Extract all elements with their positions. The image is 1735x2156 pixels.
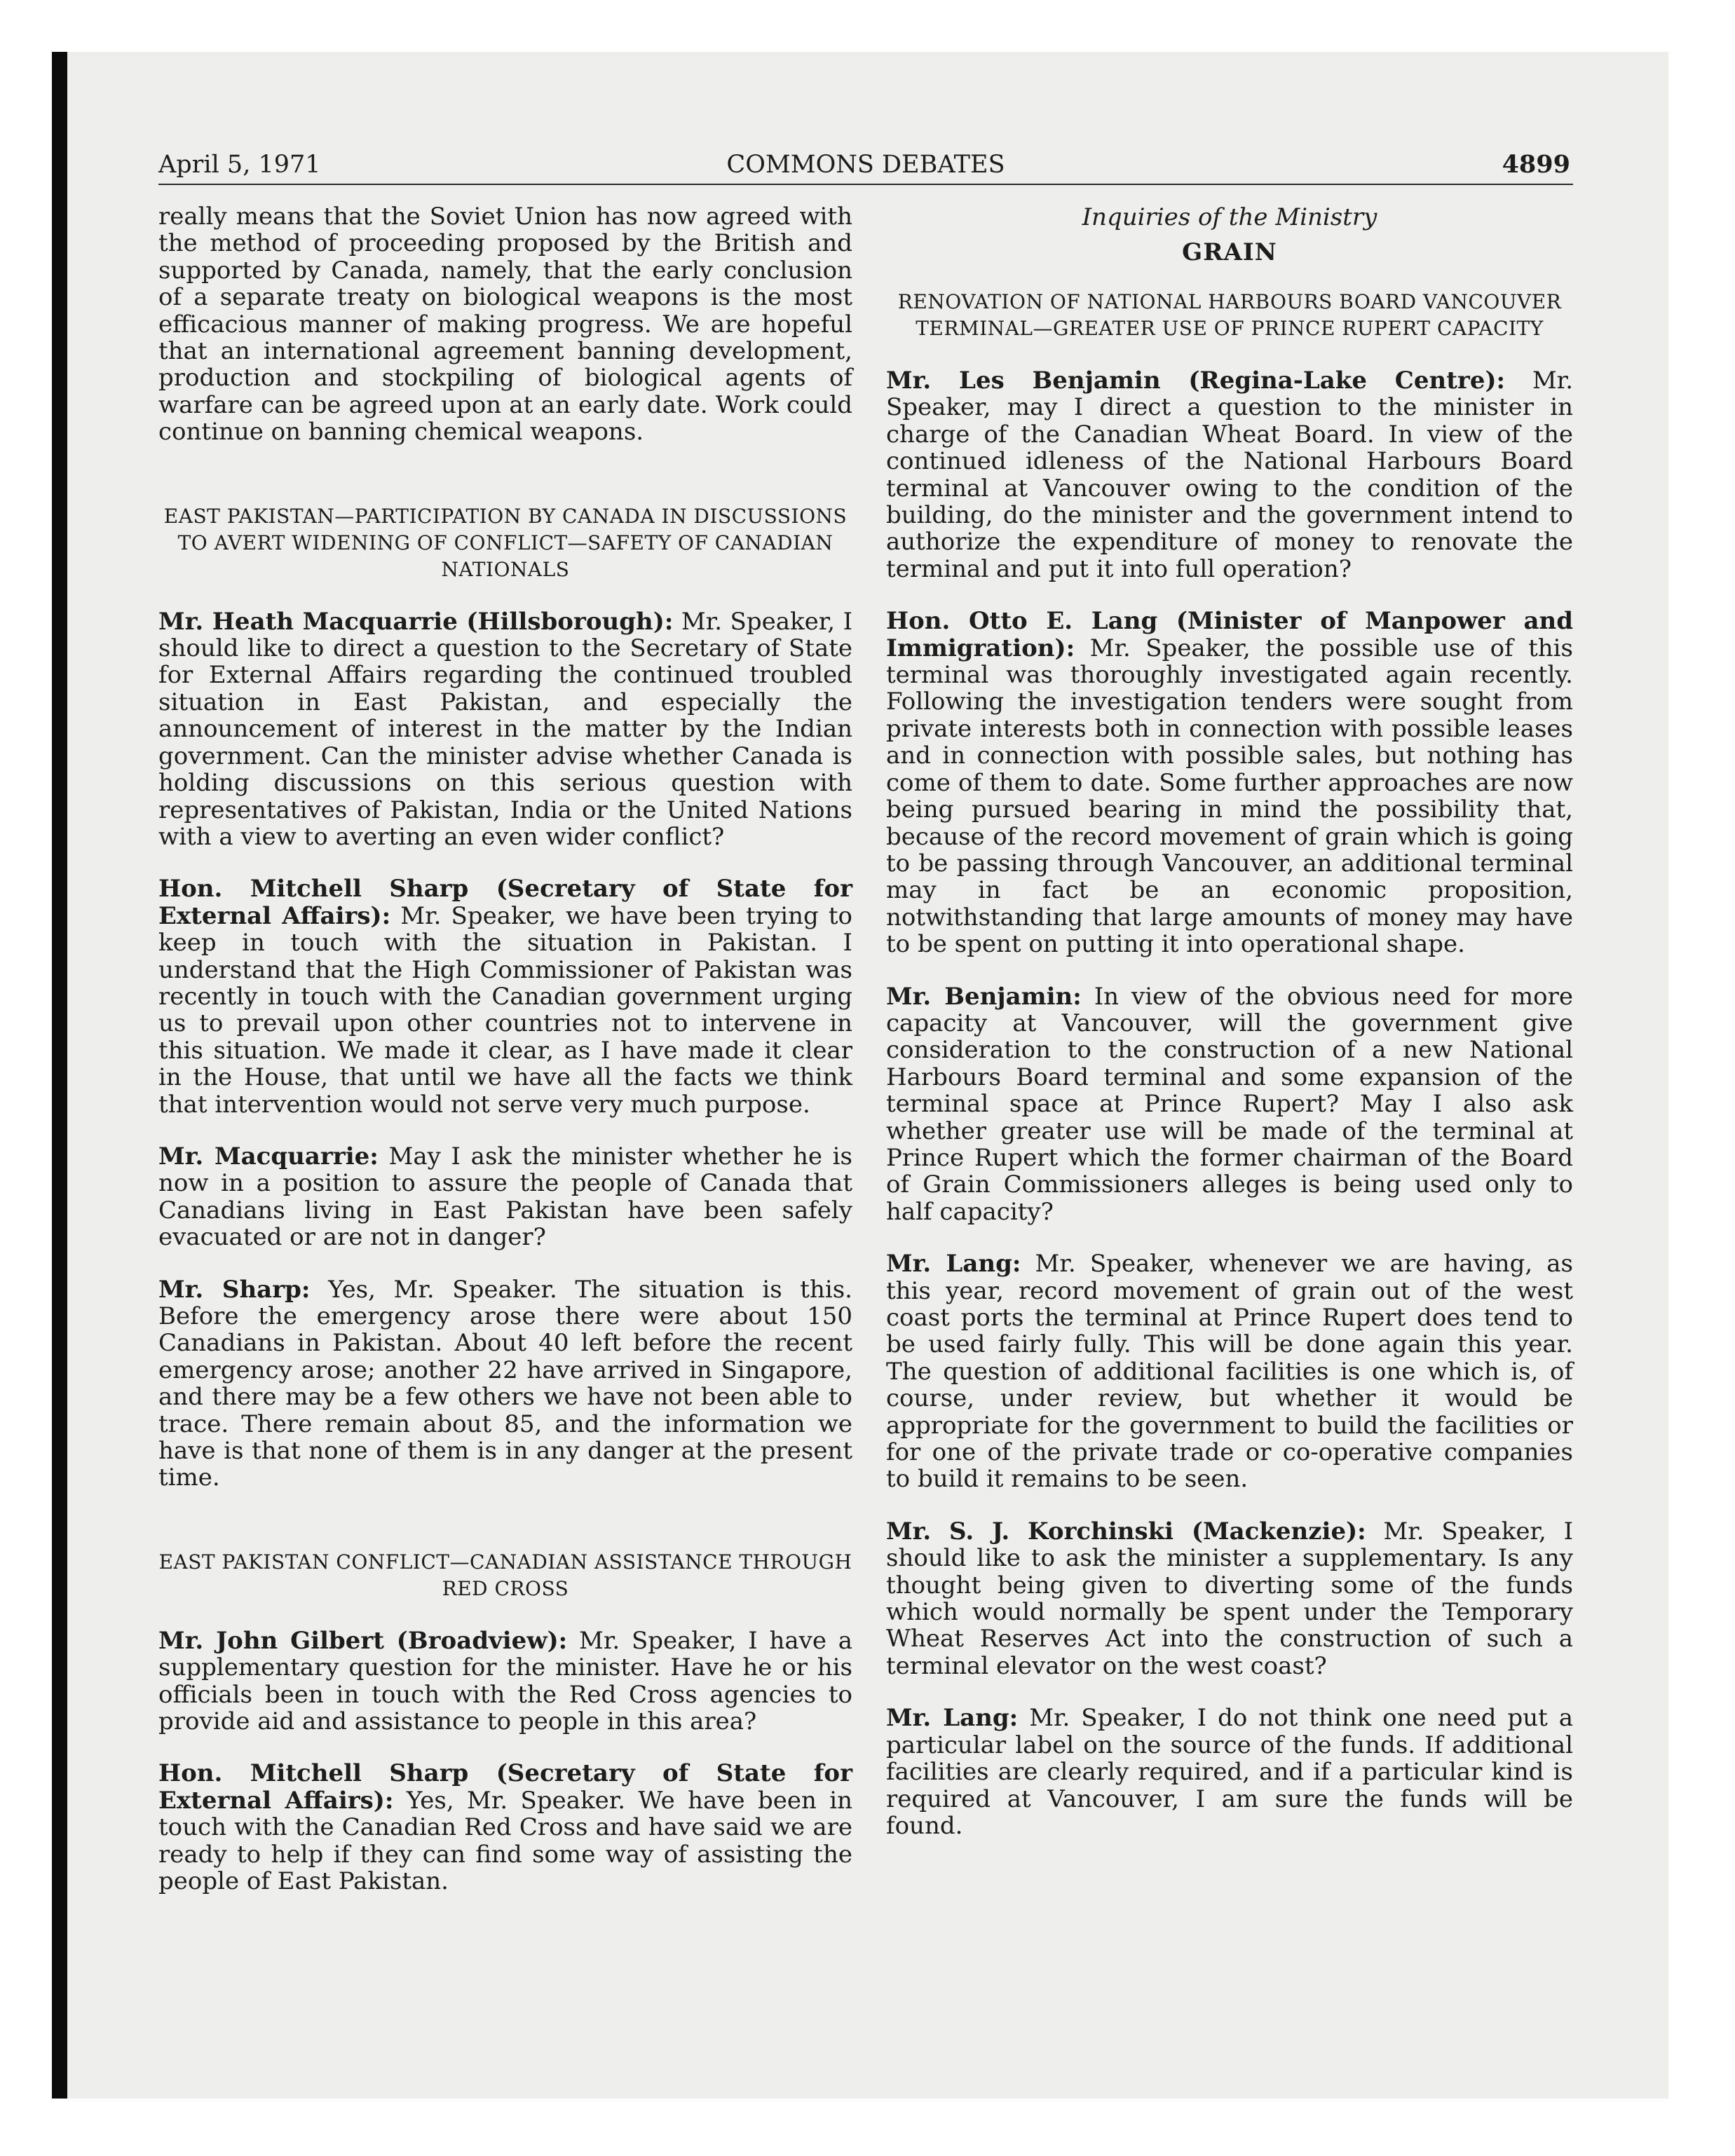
speaker: Mr. S. J. Korchinski (Mackenzie): (886, 1517, 1366, 1546)
speaker: Mr. Heath Macquarrie (Hillsborough): (158, 607, 674, 636)
speaker: Hon. Otto E. Lang (Minister of Manpower and Immigration): (886, 607, 1573, 662)
section-heading: RENOVATION OF NATIONAL HARBOURS BOARD VANCOUVER TERMINAL—GREATER USE OF PRINCE RUPERT CAPACITY (897, 290, 1562, 340)
speaker: Mr. Lang: (886, 1704, 1019, 1733)
speech-text: Mr. Speaker, I should like to direct a question to the Secretary of State for External Affairs regarding the continued troubled situation in East Pakistan, and especially the announcement of interest in the matter by the Indian government. Can the minister advise whether Canada is holding discussions on this serious question with representatives of Pakistan, India or the United Nations with a view to averting an even wider conflict? (158, 607, 853, 851)
speech-text: Mr. Speaker, I have a supplementary question for the minister. Have he or his officials been in touch with the Red Cross agencies to provide aid and assistance to people in this area? (158, 1626, 852, 1736)
speech (886, 608, 1573, 957)
publication-title: COMMONS DEBATES (726, 151, 1005, 179)
speech (886, 1705, 1573, 1839)
speech-text: Mr. Speaker, whenever we are having, as this year, record movement of grain out of the west coast ports the terminal at Prince Rupert does tend to be used fairly fully. This will be done again this year. The question of additional facilities is one which is, of course, under review, but whether it would be appropriate for the government to build the facilities or for one of the private trade or co-operative companies to build it remains to be seen. (886, 1250, 1573, 1494)
page-number: 4899 (1502, 150, 1570, 179)
speech-text: Yes, Mr. Speaker. We have been in touch with the Canadian Red Cross and have said we are ready to help if they can find some way of assisting the people of East Pakistan. (158, 1786, 852, 1896)
speaker: Mr. John Gilbert (Broadview): (158, 1626, 568, 1655)
speech (158, 875, 852, 1118)
speech (158, 1143, 852, 1251)
speaker: Hon. Mitchell Sharp (Secretary of State for External Affairs): (158, 1759, 852, 1815)
speech-text: In view of the obvious need for more capacity at Vancouver, will the government give consideration to the construction of a new National Harbours Board terminal and some expansion of the terminal space at Prince Rupert? May I also ask whether greater use will be made of the terminal at Prince Rupert which the former chairman of the Board of Grain Commissioners alleges is being used only to half capacity? (886, 982, 1574, 1226)
speech-text: Yes, Mr. Speaker. The situation is this. Before the emergency arose there were about 150 Canadians in Pakistan. About 40 left before the recent emergency arose; another 22 have arrived in Singapore, and there may be a few others we have not been able to trace. There remain about 85, and the information we have is that none of them is in any danger at the present time. (158, 1275, 852, 1492)
speech (158, 1276, 852, 1492)
left-column (158, 203, 852, 1920)
speech-text: Mr. Speaker, the possible use of this terminal was thoroughly investigated again recently. Following the investigation tenders were sought from private interests both in connection with possible leases and in connection with possible sales, but nothing has come of them to date. Some further approaches are now being pursued bearing in mind the possibility that, because of the record movement of grain which is going to be passing through Vancouver, an additional terminal may in fact be an economic proposition, notwithstanding that large amounts of money may have to be spent on putting it into operational shape. (886, 634, 1573, 959)
binding-edge (52, 52, 67, 2099)
speaker: Mr. Les Benjamin (Regina-Lake Centre): (886, 367, 1506, 395)
speech (886, 367, 1573, 582)
section-heading: EAST PAKISTAN CONFLICT—CANADIAN ASSISTANCE THROUGH RED CROSS (158, 1550, 852, 1600)
speech-text: May I ask the minister whether he is now in a position to assure the people of Canada that Canadians living in East Pakistan have been safely evacuated or are not in danger? (158, 1142, 853, 1252)
speech-text: Mr. Speaker, I should like to ask the minister a supplementary. Is any thought being given to diverting some of the funds which would normally be spent under the Temporary Wheat Reserves Act into the construction of such a terminal elevator on the west coast? (886, 1517, 1574, 1680)
speech (886, 1250, 1573, 1493)
running-header (158, 146, 1573, 185)
speech (158, 1628, 852, 1735)
speaker: Mr. Benjamin: (886, 982, 1082, 1011)
speech-text: Mr. Speaker, we have been trying to keep in touch with the situation in Pakistan. I understand that the High Commissioner of Pakistan was recently in touch with the Canadian government urging us to prevail upon other countries not to intervene in this situation. We made it clear, as I have made it clear in the House, that until we have all the facts we think that intervention would not serve very much purpose. (158, 901, 852, 1119)
speaker: Mr. Lang: (886, 1250, 1021, 1278)
speech (886, 1518, 1573, 1679)
speech-text: Mr. Speaker, may I direct a question to the minister in charge of the Canadian Wheat Board. In view of the continued idleness of the National Harbours Board terminal at Vancouver owing to the condition of the building, do the minister and the government intend to authorize the expenditure of money to renovate the terminal and put it into full operation? (886, 367, 1573, 583)
section-heading-main: GRAIN (1182, 238, 1277, 266)
speech-text: Mr. Speaker, I do not think one need put a particular label on the source of the funds. If additional facilities are clearly required, and if a particular kind is required at Vancouver, I am sure the funds will be found. (886, 1704, 1573, 1840)
section-kicker: Inquiries of the Ministry (1082, 203, 1377, 231)
section-heading: EAST PAKISTAN—PARTICIPATION BY CANADA IN DISCUSSIONS TO AVERT WIDENING OF CONFLICT—SAFETY OF CANADIAN NATIONALS (163, 504, 848, 581)
speaker: Hon. Mitchell Sharp (Secretary of State for External Affairs): (158, 875, 852, 930)
right-column (886, 203, 1573, 1864)
speech (158, 1760, 852, 1895)
speech (158, 608, 852, 851)
speech (886, 983, 1573, 1226)
speaker: Mr. Sharp: (158, 1275, 311, 1304)
speaker: Mr. Macquarrie: (158, 1142, 379, 1171)
issue-date: April 5, 1971 (158, 151, 321, 179)
paragraph: really means that the Soviet Union has now agreed with the method of proceeding proposed by the British and supported by Canada, namely, that the early conclusion of a separate treaty on biological weapons is the most efficacious manner of making progress. We are hopeful that an international agreement banning development, production and stockpiling of biological agents of warfare can be agreed upon at an early date. Work could continue on banning chemical weapons. (158, 203, 852, 446)
